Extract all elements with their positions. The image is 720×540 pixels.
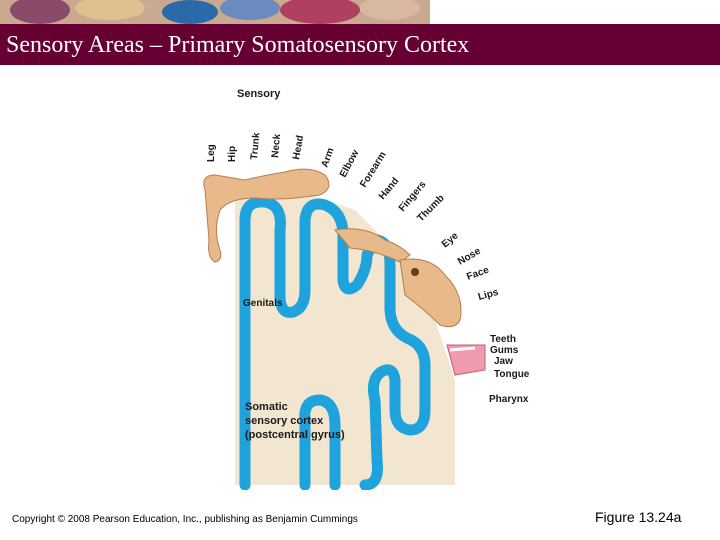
label-hip: Hip	[227, 145, 238, 162]
label-pharynx: Pharynx	[489, 394, 529, 405]
label-eye: Eye	[439, 230, 461, 251]
header-decorative-image	[0, 0, 720, 24]
label-head: Head	[291, 134, 307, 161]
label-trunk: Trunk	[249, 132, 263, 161]
label-thumb: Thumb	[415, 192, 447, 225]
label-tongue: Tongue	[494, 369, 530, 380]
slide-title: Sensory Areas – Primary Somatosensory Cortex	[6, 32, 470, 58]
label-neck: Neck	[270, 133, 284, 159]
label-jaw: Jaw	[494, 356, 513, 367]
somatosensory-homunculus-diagram	[185, 80, 555, 490]
label-lips: Lips	[476, 286, 500, 303]
copyright-text: Copyright © 2008 Pearson Education, Inc., publishing as Benjamin Cummings	[12, 514, 358, 525]
label-gums: Gums	[490, 345, 519, 356]
label-fingers: Fingers	[396, 179, 429, 214]
diagram-heading: Sensory	[237, 88, 281, 100]
cortex-label-line2: sensory cortex	[245, 415, 324, 427]
label-teeth: Teeth	[490, 334, 516, 345]
cortex-label-line3: (postcentral gyrus)	[245, 429, 345, 441]
label-forearm: Forearm	[358, 149, 389, 190]
label-nose: Nose	[456, 245, 483, 268]
label-arm: Arm	[319, 146, 337, 170]
label-leg: Leg	[206, 144, 217, 162]
title-bar	[0, 24, 720, 65]
label-hand: Hand	[376, 175, 402, 202]
label-face: Face	[465, 264, 491, 283]
cortex-label-line1: Somatic	[245, 401, 288, 413]
label-genitals: Genitals	[243, 298, 283, 309]
figure-label: Figure 13.24a	[595, 509, 682, 525]
label-elbow: Elbow	[337, 148, 362, 180]
